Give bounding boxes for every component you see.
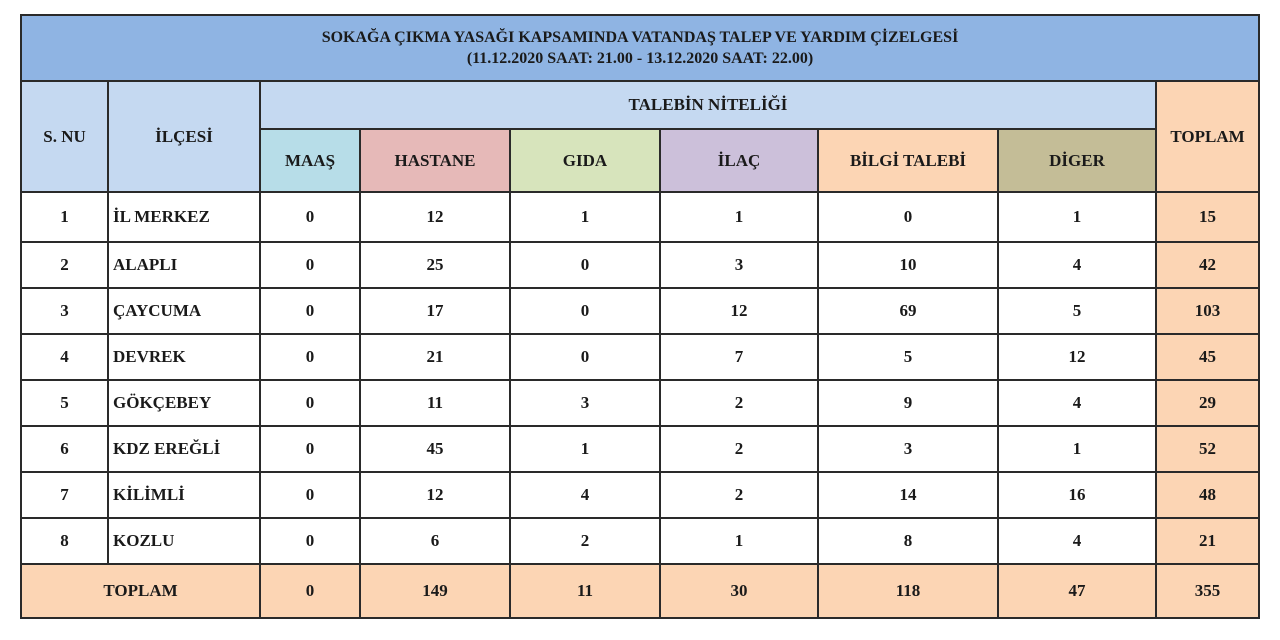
cell-ilac: 3 (660, 242, 818, 288)
cell-gida: 1 (510, 426, 660, 472)
cell-hastane: 11 (360, 380, 510, 426)
table-row (21, 242, 1259, 288)
cell-no: 8 (21, 518, 108, 564)
cell-maas: 0 (260, 192, 360, 242)
cell-no: 2 (21, 242, 108, 288)
total-ilac: 30 (660, 564, 818, 618)
cell-toplam: 52 (1156, 426, 1259, 472)
cell-no: 1 (21, 192, 108, 242)
header-nitelik: TALEBİN NİTELİĞİ (260, 81, 1156, 129)
table-row (21, 518, 1259, 564)
total-diger: 47 (998, 564, 1156, 618)
cell-ilce: KOZLU (108, 518, 260, 564)
cell-gida: 2 (510, 518, 660, 564)
cell-no: 5 (21, 380, 108, 426)
header-ilce: İLÇESİ (108, 81, 260, 192)
cell-hastane: 12 (360, 192, 510, 242)
cell-diger: 1 (998, 426, 1156, 472)
cell-diger: 4 (998, 380, 1156, 426)
cell-gida: 3 (510, 380, 660, 426)
cell-maas: 0 (260, 518, 360, 564)
title-line-1: SOKAĞA ÇIKMA YASAĞI KAPSAMINDA VATANDAŞ TALEP VE YARDIM ÇİZELGESİ (321, 29, 959, 46)
cell-ilac: 1 (660, 192, 818, 242)
cell-ilce: ÇAYCUMA (108, 288, 260, 334)
title-line-2: (11.12.2020 SAAT: 21.00 - 13.12.2020 SAAT: 22.00) (466, 50, 814, 67)
cell-diger: 4 (998, 242, 1156, 288)
cell-gida: 1 (510, 192, 660, 242)
cell-toplam: 21 (1156, 518, 1259, 564)
header-row-1 (21, 81, 1259, 129)
cell-maas: 0 (260, 288, 360, 334)
table-row (21, 472, 1259, 518)
cell-ilce: GÖKÇEBEY (108, 380, 260, 426)
table-row (21, 426, 1259, 472)
cell-hastane: 21 (360, 334, 510, 380)
header-bilgi-talebi: BİLGİ TALEBİ (818, 129, 998, 192)
cell-bilgi: 5 (818, 334, 998, 380)
cell-ilac: 2 (660, 472, 818, 518)
header-ilac: İLAÇ (660, 129, 818, 192)
cell-hastane: 6 (360, 518, 510, 564)
cell-bilgi: 69 (818, 288, 998, 334)
cell-toplam: 42 (1156, 242, 1259, 288)
cell-diger: 1 (998, 192, 1156, 242)
total-bilgi: 118 (818, 564, 998, 618)
cell-no: 4 (21, 334, 108, 380)
cell-maas: 0 (260, 426, 360, 472)
cell-gida: 4 (510, 472, 660, 518)
total-hastane: 149 (360, 564, 510, 618)
cell-no: 6 (21, 426, 108, 472)
cell-ilac: 1 (660, 518, 818, 564)
table-title (21, 15, 1259, 81)
total-maas: 0 (260, 564, 360, 618)
cell-maas: 0 (260, 334, 360, 380)
table-row (21, 380, 1259, 426)
cell-diger: 16 (998, 472, 1156, 518)
cell-diger: 12 (998, 334, 1156, 380)
cell-maas: 0 (260, 380, 360, 426)
table-row (21, 288, 1259, 334)
cell-no: 7 (21, 472, 108, 518)
header-gida: GIDA (510, 129, 660, 192)
cell-hastane: 17 (360, 288, 510, 334)
request-table (20, 14, 1260, 619)
cell-toplam: 29 (1156, 380, 1259, 426)
cell-toplam: 15 (1156, 192, 1259, 242)
title-row (21, 15, 1259, 81)
cell-gida: 0 (510, 242, 660, 288)
cell-bilgi: 14 (818, 472, 998, 518)
cell-ilce: İL MERKEZ (108, 192, 260, 242)
cell-toplam: 48 (1156, 472, 1259, 518)
cell-toplam: 103 (1156, 288, 1259, 334)
header-diger: DİGER (998, 129, 1156, 192)
cell-hastane: 12 (360, 472, 510, 518)
totals-label: TOPLAM (21, 564, 260, 618)
cell-gida: 0 (510, 334, 660, 380)
cell-hastane: 45 (360, 426, 510, 472)
header-sno: S. NU (21, 81, 108, 192)
cell-ilac: 12 (660, 288, 818, 334)
cell-diger: 4 (998, 518, 1156, 564)
cell-bilgi: 0 (818, 192, 998, 242)
cell-bilgi: 10 (818, 242, 998, 288)
table-row (21, 192, 1259, 242)
report-sheet (20, 14, 1258, 619)
table-row (21, 334, 1259, 380)
cell-no: 3 (21, 288, 108, 334)
cell-bilgi: 9 (818, 380, 998, 426)
cell-ilce: KDZ EREĞLİ (108, 426, 260, 472)
cell-toplam: 45 (1156, 334, 1259, 380)
cell-ilac: 2 (660, 426, 818, 472)
cell-ilce: DEVREK (108, 334, 260, 380)
cell-gida: 0 (510, 288, 660, 334)
cell-ilce: KİLİMLİ (108, 472, 260, 518)
cell-hastane: 25 (360, 242, 510, 288)
cell-maas: 0 (260, 472, 360, 518)
cell-ilac: 2 (660, 380, 818, 426)
total-gida: 11 (510, 564, 660, 618)
header-hastane: HASTANE (360, 129, 510, 192)
cell-bilgi: 8 (818, 518, 998, 564)
cell-ilce: ALAPLI (108, 242, 260, 288)
header-toplam: TOPLAM (1156, 81, 1259, 192)
cell-ilac: 7 (660, 334, 818, 380)
cell-diger: 5 (998, 288, 1156, 334)
cell-maas: 0 (260, 242, 360, 288)
cell-bilgi: 3 (818, 426, 998, 472)
totals-row (21, 564, 1259, 618)
total-toplam: 355 (1156, 564, 1259, 618)
header-maas: MAAŞ (260, 129, 360, 192)
